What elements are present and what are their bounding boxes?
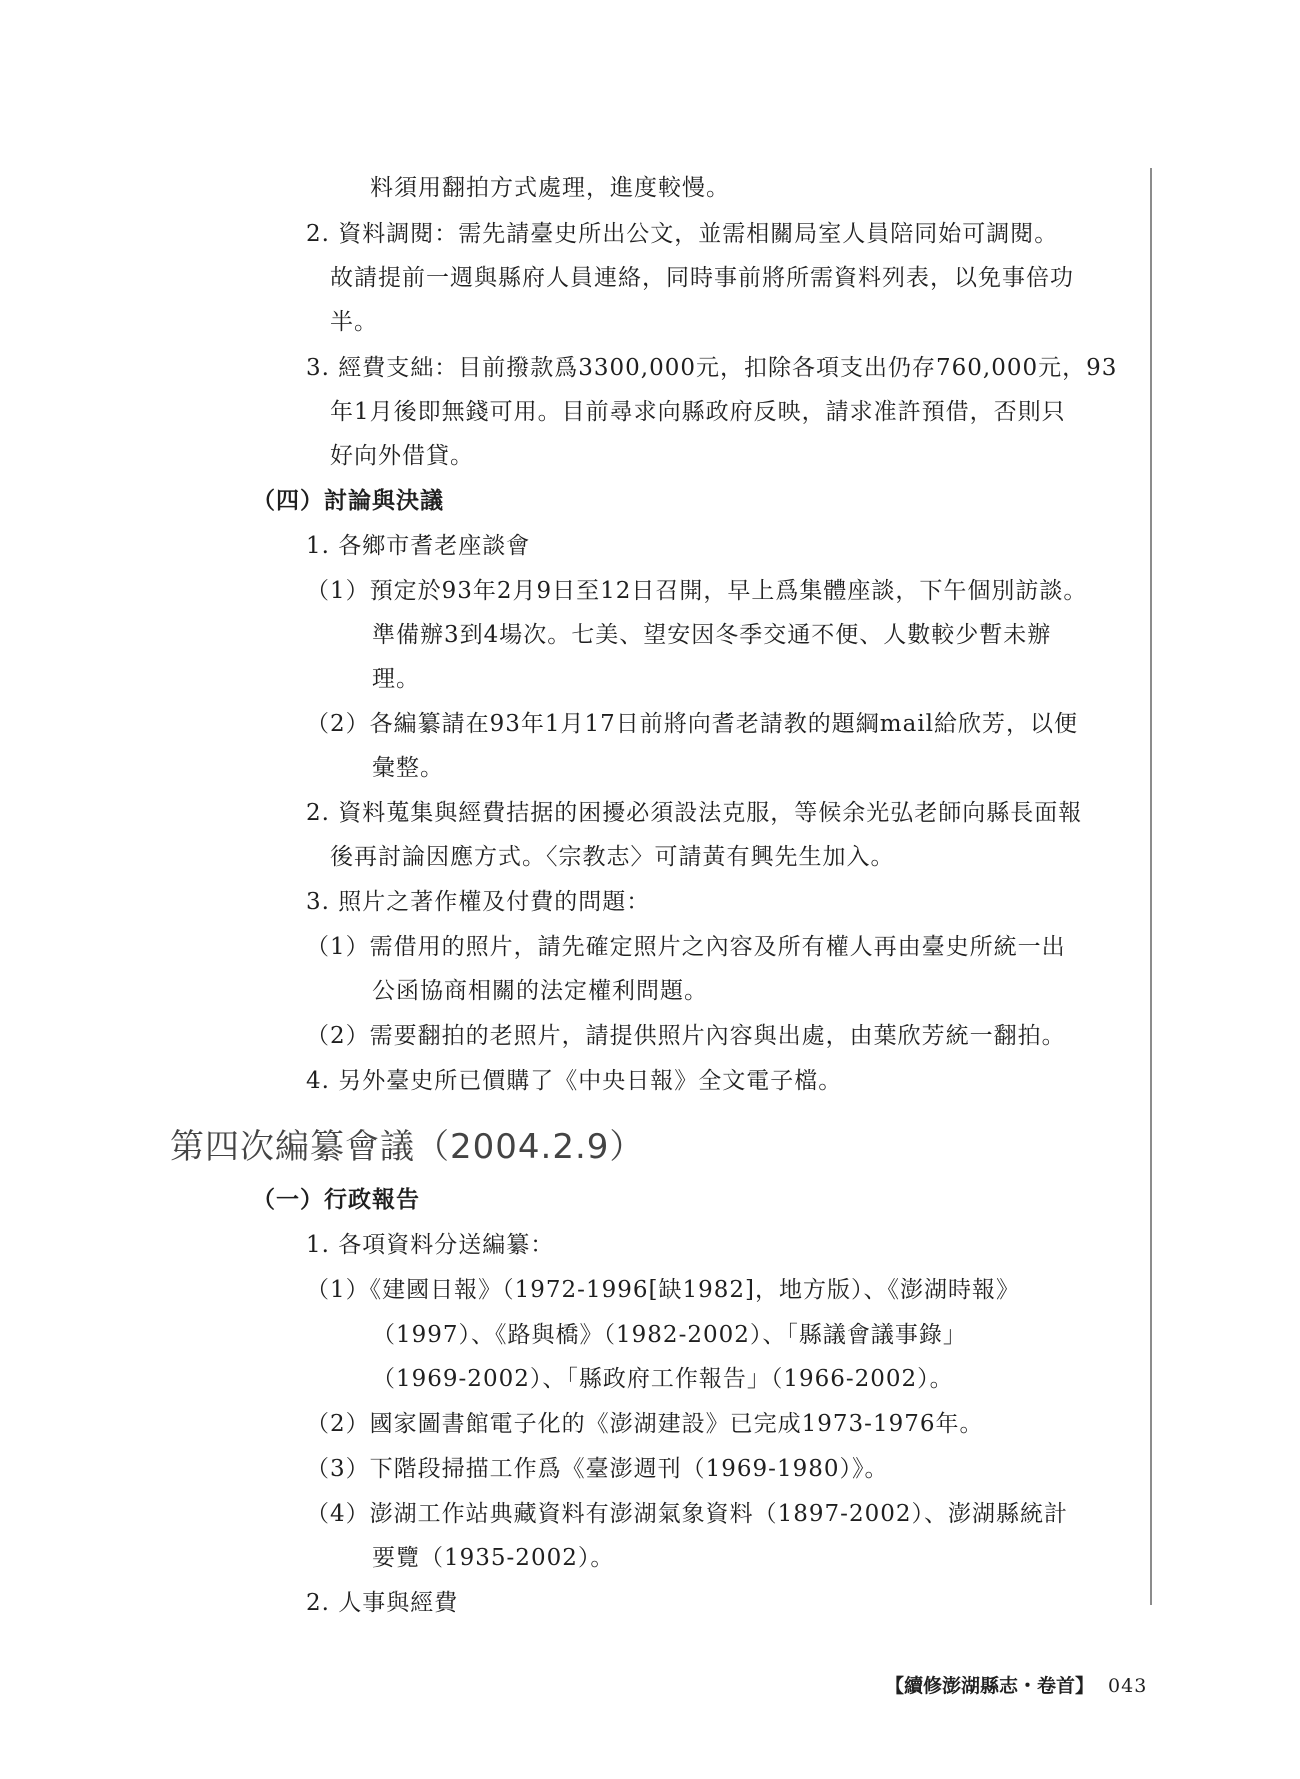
text-line: （1）需借用的照片，請先確定照片之內容及所有權人再由臺史所統一出 [306,934,1066,960]
text-line: 公函協商相關的法定權利問題。 [372,978,708,1004]
book-title: 【續修澎湖縣志・卷首】 [885,1675,1095,1697]
page-footer [885,1674,1147,1698]
text-line: 2. 資料蒐集與經費拮据的困擾必須設法克服，等候余光弘老師向縣長面報 [306,800,1083,826]
text-line: 半。 [330,309,378,335]
text-line: 準備辦3到4場次。七美、望安因冬季交通不便、人數較少暫未辦 [372,622,1052,648]
subsection-heading: （一）行政報告 [252,1186,420,1213]
text-line: 1. 各項資料分送編纂： [306,1232,555,1258]
text-line: （4）澎湖工作站典藏資料有澎湖氣象資料（1897-2002）、澎湖縣統計 [306,1501,1068,1527]
text-line: （1）預定於93年2月9日至12日召開，早上爲集體座談，下午個別訪談。 [306,578,1088,604]
text-line: 料須用翻拍方式處理，進度較慢。 [370,175,730,201]
text-line: （1969-2002）、「縣政府工作報告」（1966-2002）。 [372,1366,954,1392]
text-line: 3. 經費支絀：目前撥款爲3300,000元，扣除各項支出仍存760,000元，93 [306,355,1118,381]
text-line: （2）國家圖書館電子化的《澎湖建設》已完成1973-1976年。 [306,1411,984,1437]
text-line: （2）需要翻拍的老照片，請提供照片內容與出處，由葉欣芳統一翻拍。 [306,1023,1066,1049]
text-line: 理。 [372,666,420,692]
text-line: （1）《建國日報》（1972-1996[缺1982]，地方版）、《澎湖時報》 [306,1277,1020,1303]
page-number: 043 [1108,1675,1148,1697]
text-line: 故請提前一週與縣府人員連絡，同時事前將所需資料列表，以免事倍功 [330,265,1074,291]
text-line: 後再討論因應方式。〈宗教志〉可請黃有興先生加入。 [330,844,895,870]
text-line: （1997）、《路與橋》（1982-2002）、「縣議會議事錄」 [372,1322,967,1348]
text-line: 彙整。 [372,755,444,781]
text-line: （3）下階段掃描工作爲《臺澎週刊（1969-1980）》。 [306,1456,889,1482]
text-line: 年1月後即無錢可用。目前尋求向縣政府反映，請求准許預借，否則只 [330,399,1066,425]
text-line: 1. 各鄉市耆老座談會 [306,533,531,559]
margin-rule [1150,168,1152,1605]
text-line: 要覽（1935-2002）。 [372,1545,615,1571]
subsection-heading: （四）討論與決議 [252,487,444,514]
text-line: 2. 人事與經費 [306,1590,459,1616]
text-line: （2）各編纂請在93年1月17日前將向耆老請教的題綱mail給欣芳，以便 [306,711,1079,737]
section-heading: 第四次編纂會議（2004.2.9） [170,1127,645,1167]
text-line: 2. 資料調閱：需先請臺史所出公文，並需相關局室人員陪同始可調閱。 [306,221,1059,247]
text-line: 4. 另外臺史所已價購了《中央日報》全文電子檔。 [306,1068,843,1094]
text-line: 3. 照片之著作權及付費的問題： [306,889,651,915]
text-line: 好向外借貸。 [330,443,474,469]
